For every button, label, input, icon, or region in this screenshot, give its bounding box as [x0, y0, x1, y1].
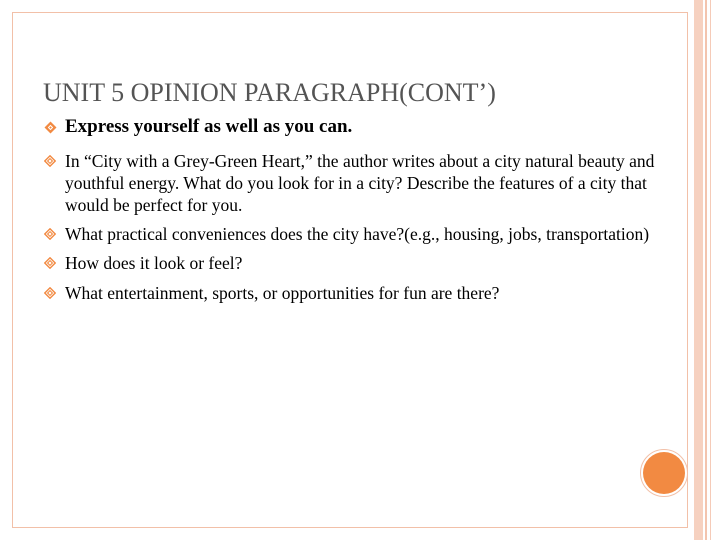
outline-diamond-bullet-icon [43, 223, 57, 245]
outline-diamond-bullet-icon [43, 150, 57, 172]
bullet-item [43, 282, 663, 304]
bullet-item [43, 114, 663, 140]
bullet-text: What entertainment, sports, or opportunities for fun are there? [65, 283, 500, 303]
outline-diamond-bullet-icon [43, 282, 57, 304]
bullet-item [43, 150, 663, 216]
bullet-item [43, 223, 663, 245]
bullet-text: What practical conveniences does the city have?(e.g., housing, jobs, transportation) [65, 224, 650, 244]
bullet-text: In “City with a Grey-Green Heart,” the author writes about a city natural beauty and youthful energy. What do you look for in a city? Describe the features of a city that would be perfect for you. [65, 151, 655, 215]
outline-diamond-bullet-icon [43, 252, 57, 274]
side-decoration-thin-line [710, 0, 711, 540]
decorative-orange-circle [643, 452, 685, 494]
bullet-text: How does it look or feel? [65, 253, 243, 273]
bullet-list [43, 114, 663, 304]
side-decoration-line [705, 0, 707, 540]
slide-title: UNIT 5 OPINION PARAGRAPH(CONT’) [43, 78, 496, 107]
bullet-item [43, 252, 663, 274]
side-decoration-bar [694, 0, 703, 540]
bullet-text: Express yourself as well as you can. [65, 116, 353, 137]
orange-diamond-bullet-icon [43, 114, 57, 140]
